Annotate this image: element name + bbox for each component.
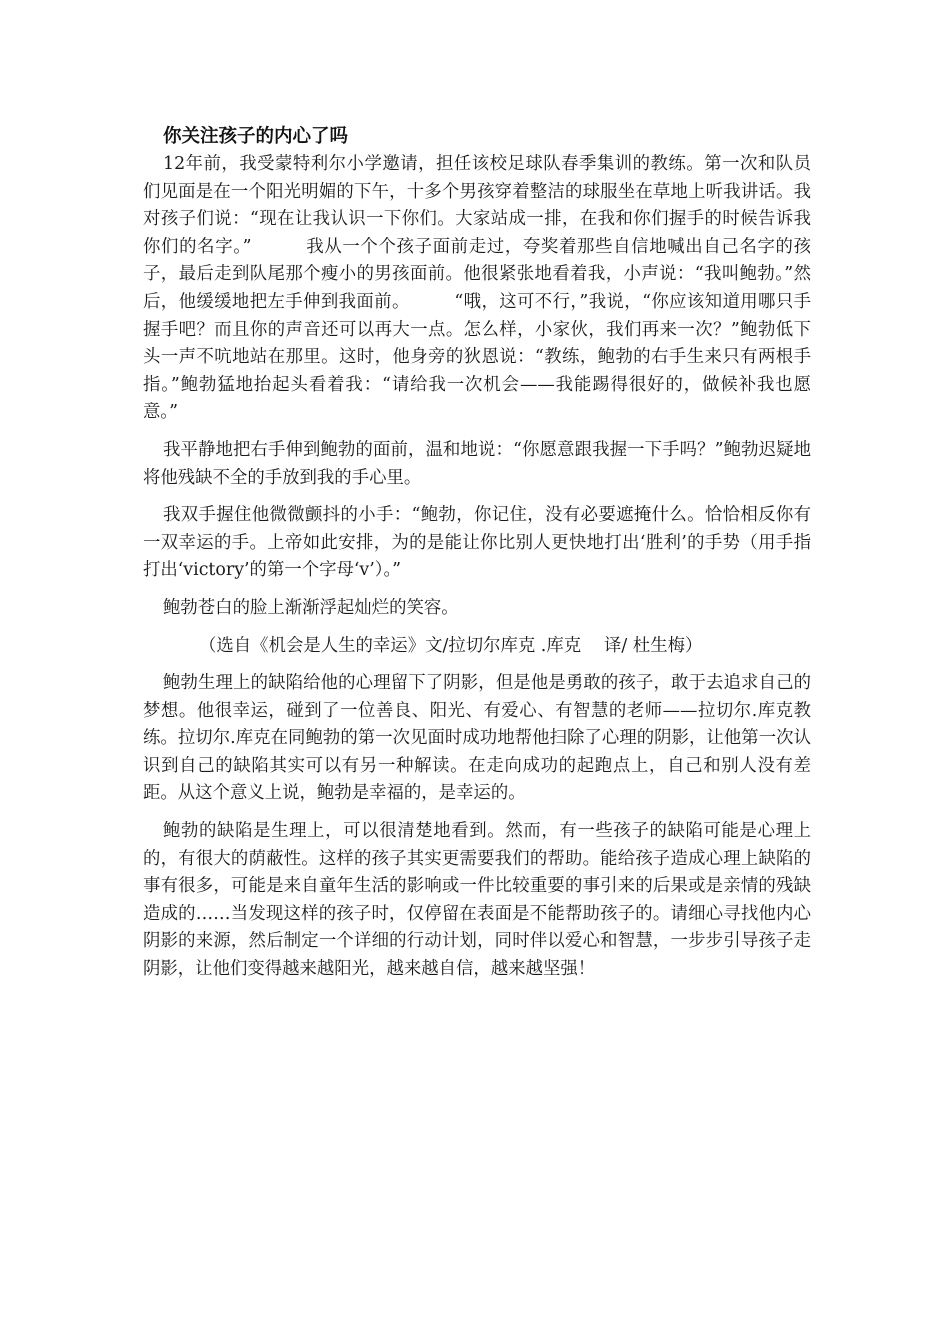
source-citation: （选自《机会是人生的幸运》文/拉切尔库克 .库克 译/ 杜生梅） (199, 635, 703, 656)
commentary-paragraph-1: 鲍勃生理上的缺陷给他的心理留下了阴影，但是他是勇敢的孩子，敢于去追求自己的梦想。他很幸运，碰到了一位善良、阳光、有爱心、有智慧的老师——拉切尔.库克教练。拉切尔.库克在同鲍勃的第一次见面时成功地帮他扫除了心理的阴影，让他第一次认识到自己的缺陷其实可以有另一种解读。在走向成功的起跑点上，自己和别人没有差距。从这个意义上说，鲍勃是幸福的，是幸运的。 (143, 673, 811, 804)
story-paragraph-3: 我双手握住他微微颤抖的小手：“鲍勃，你记住，没有必要遮掩什么。恰恰相反你有一双幸运的手。上帝如此安排，为的是能让你比别人更快地打出‘胜利’的手势（用手指打出‘victory’的第一个字母‘v’）。” (143, 505, 811, 581)
story-paragraph-2: 我平静地把右手伸到鲍勃的面前，温和地说：“你愿意跟我握一下手吗？”鲍勃迟疑地将他残缺不全的手放到我的手心里。 (143, 439, 811, 488)
story-paragraph-1: 12年前，我受蒙特利尔小学邀请，担任该校足球队春季集训的教练。第一次和队员们见面是在一个阳光明媚的下午，十多个男孩穿着整洁的球服坐在草地上听我讲话。我对孩子们说：“现在让我认识一下你们。大家站成一排，在我和你们握手的时候告诉我你们的名字。” 我从一个个孩子面前走过，夸奖着那些自信地喊出自己名字的孩子，最后走到队尾那个瘦小的男孩面前。他很紧张地看着我，小声说：“我叫鲍勃。”然后，他缓缓地把左手伸到我面前。 “哦，这可不行，”我说，“你应该知道用哪只手握手吧？而且你的声音还可以再大一点。怎么样，小家伙，我们再来一次？”鲍勃低下头一声不吭地站在那里。这时，他身旁的狄恩说：“教练，鲍勃的右手生来只有两根手指。”鲍勃猛地抬起头看着我：“请给我一次机会——我能踢得很好的，做候补我也愿意。” (143, 154, 811, 423)
article-title: 你关注孩子的内心了吗 (163, 126, 349, 147)
article-body (143, 123, 811, 994)
commentary-paragraph-2: 鲍勃的缺陷是生理上，可以很清楚地看到。然而，有一些孩子的缺陷可能是心理上的，有很大的荫蔽性。这样的孩子其实更需要我们的帮助。能给孩子造成心理上缺陷的事有很多，可能是来自童年生活的影响或一件比较重要的事引来的后果或是亲情的残缺造成的……当发现这样的孩子时，仅停留在表面是不能帮助孩子的。请细心寻找他内心阴影的来源，然后制定一个详细的行动计划，同时伴以爱心和智慧，一步步引导孩子走阴影，让他们变得越来越阳光，越来越自信，越来越坚强！ (143, 821, 811, 980)
story-paragraph-4: 鲍勃苍白的脸上渐渐浮起灿烂的笑容。 (163, 597, 459, 618)
